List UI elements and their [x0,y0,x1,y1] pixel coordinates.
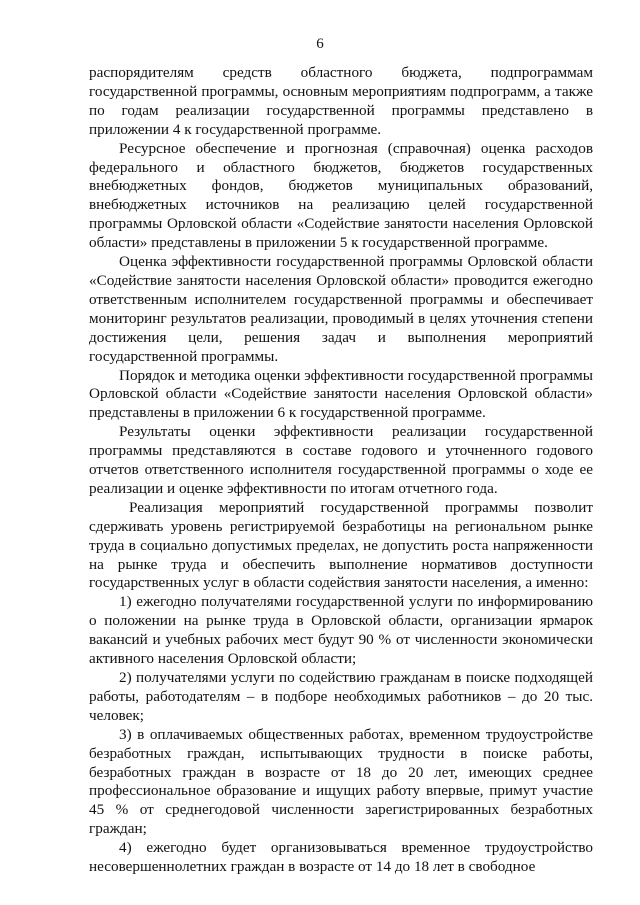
list-item-1: 1) ежегодно получателями государственной услуги по информированию о положении на рынке труда в Орловской области, организации ярмарок вакансий и учебных рабочих мест будут 90 % от численности экономически активного населения Орловской области; [89,593,593,668]
list-item-2: 2) получателями услуги по содействию гражданам в поиске подходящей работы, работодателям – в подборе необходимых работников – до 20 тыс. человек; [89,669,593,724]
list-item-4: 4) ежегодно будет организовываться временное трудоустройство несовершеннолетних граждан в возрасте от 14 до 18 лет в свободное [89,839,593,876]
paragraph-results: Результаты оценки эффективности реализации государственной программы представляются в составе годового и уточненного годового отчетов ответственного исполнителя государственной программы о ходе ее реализации и оценке эффективности по итогам отчетного года. [89,423,593,497]
paragraph-resource-support: Ресурсное обеспечение и прогнозная (справочная) оценка расходов федерального и областного бюджетов, бюджетов государственных внебюджетных фондов, бюджетов муниципальных образований, внебюджетных источников на реализацию целей государственной программы Орловской области «Содействие занятости населения Орловской области» представлены в приложении 5 к государственной программе. [89,139,593,252]
document-body [89,64,593,877]
paragraph-continuation: распорядителям средств областного бюджета, подпрограммам государственной программы, основным мероприятиям подпрограмм, а также по годам реализации государственной программы представлено в приложении 4 к государственной программе. [89,64,593,138]
paragraph-implementation: Реализация мероприятий государственной программы позволит сдерживать уровень регистрируемой безработицы на региональном рынке труда в социально допустимых пределах, не допустить роста напряженности на рынке труда и обеспечить выполнение нормативов доступности государственных услуг в области содействия занятости населения, а именно: [89,498,593,592]
paragraph-methodology: Порядок и методика оценки эффективности государственной программы Орловской области «Содействие занятости населения Орловской области» представлены в приложении 6 к государственной программе. [89,366,593,422]
page-number: 6 [316,36,324,52]
paragraph-efficiency-assessment: Оценка эффективности государственной программы Орловской области «Содействие занятости населения Орловской области» проводится ежегодно ответственным исполнителем государственной программы и обеспечивает мониторинг результатов реализации, проводимый в целях уточнения степени достижения цели, решения задач и выполнения мероприятий государственной программы. [89,253,593,365]
list-item-3: 3) в оплачиваемых общественных работах, временном трудоустройстве безработных граждан, испытывающих трудности в поиске работы, безработных граждан в возрасте от 18 до 20 лет, имеющих среднее профессиональное образование и ищущих работу впервые, примут участие 45 % от среднегодовой численности зарегистрированных безработных граждан; [89,725,593,838]
